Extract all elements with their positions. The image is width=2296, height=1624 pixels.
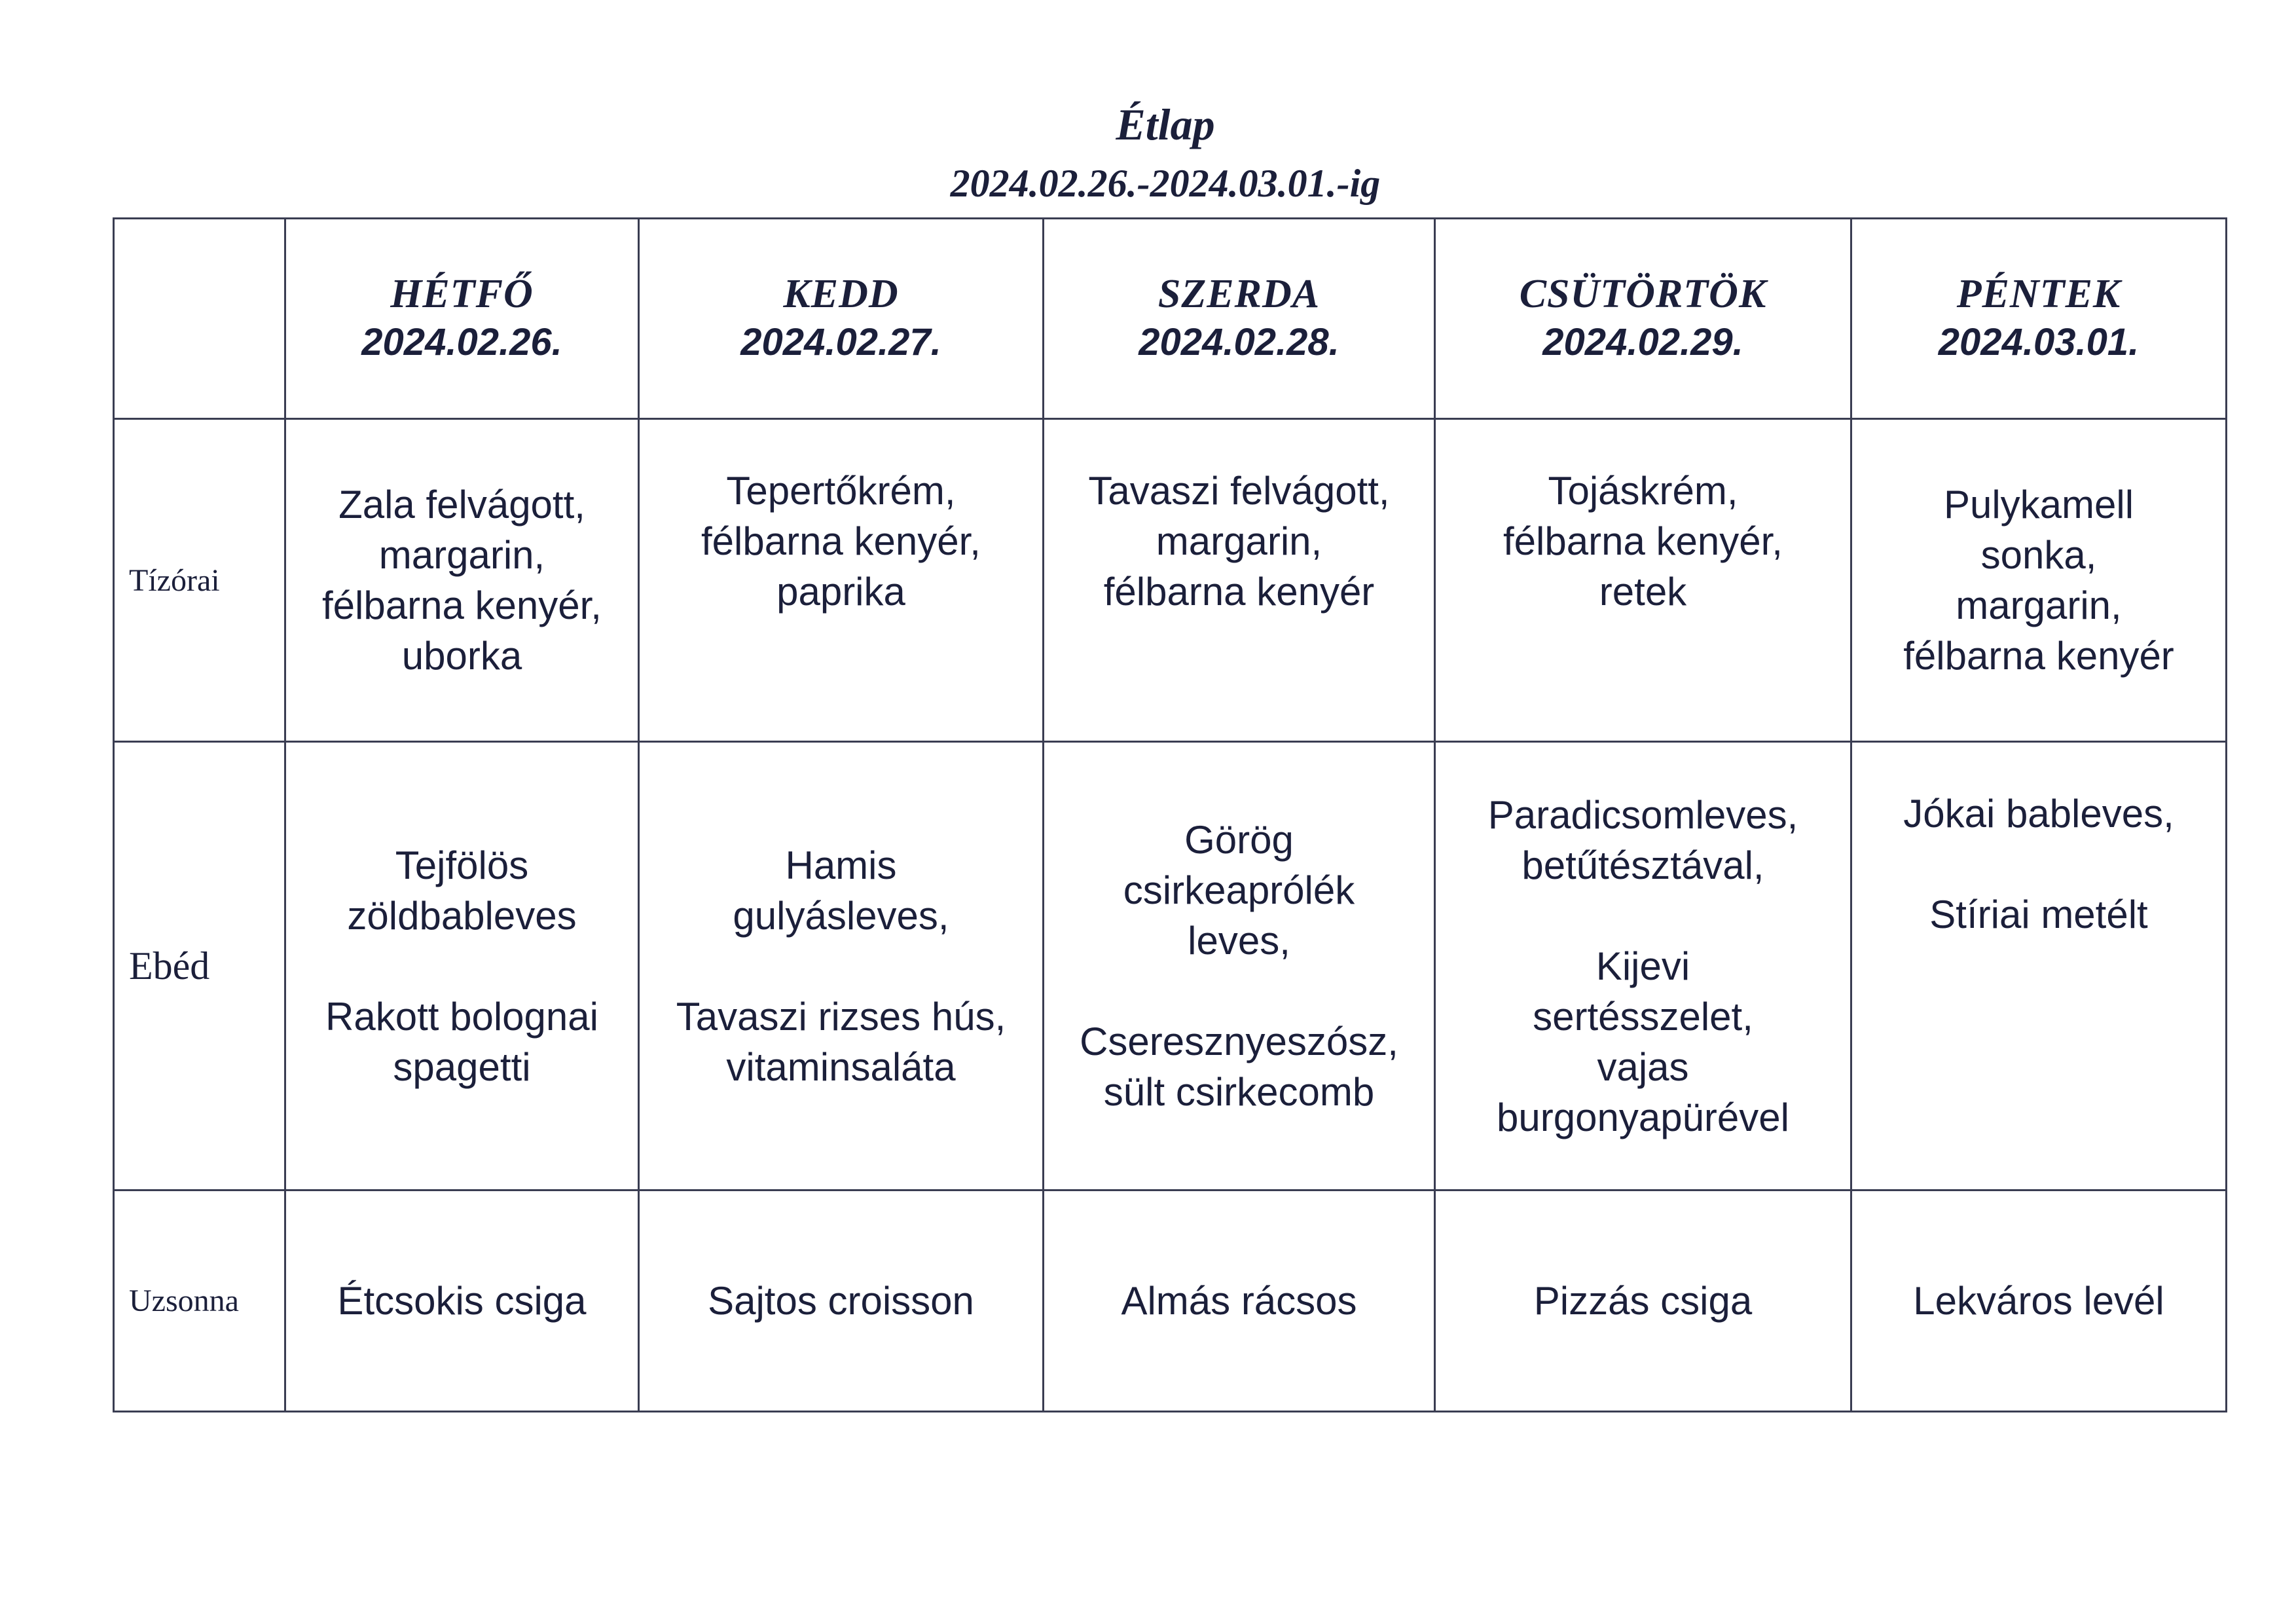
menu-cell-ebed-friday: Jókai bableves, Stíriai metélt: [1851, 742, 2227, 1190]
menu-cell-tizorai-friday: Pulykamell sonka, margarin, félbarna kenyér: [1851, 419, 2227, 742]
day-date: 2024.02.26.: [361, 320, 562, 363]
menu-cell-tizorai-wednesday: Tavaszi felvágott, margarin, félbarna kenyér: [1044, 419, 1435, 742]
page-title: Étlap: [1116, 100, 1215, 149]
document-header: [0, 98, 2296, 210]
day-name: HÉTFŐ: [390, 271, 534, 316]
day-header-tuesday: [639, 219, 1044, 419]
day-header-thursday: [1435, 219, 1851, 419]
row-label-uzsonna: Uzsonna: [114, 1190, 285, 1412]
menu-cell-uzsonna-monday: Étcsokis csiga: [285, 1190, 639, 1412]
day-name: CSÜTÖRTÖK: [1519, 271, 1767, 316]
day-header-friday: [1851, 219, 2227, 419]
ebed-row: [114, 742, 2227, 1190]
corner-cell: [114, 219, 285, 419]
uzsonna-row: [114, 1190, 2227, 1412]
header-row: [114, 219, 2227, 419]
day-header-wednesday: [1044, 219, 1435, 419]
menu-cell-tizorai-monday: Zala felvágott, margarin, félbarna kenyér, uborka: [285, 419, 639, 742]
menu-cell-uzsonna-wednesday: Almás rácsos: [1044, 1190, 1435, 1412]
menu-cell-ebed-wednesday: Görög csirkeaprólék leves, Cseresznyeszósz, sült csirkecomb: [1044, 742, 1435, 1190]
menu-cell-ebed-thursday: Paradicsomleves, betűtésztával, Kijevi sertésszelet, vajas burgonyapürével: [1435, 742, 1851, 1190]
weekly-menu-table: [113, 217, 2227, 1412]
tizorai-row: [114, 419, 2227, 742]
menu-cell-ebed-monday: Tejfölös zöldbableves Rakott bolognai spagetti: [285, 742, 639, 1190]
menu-cell-tizorai-tuesday: Tepertőkrém, félbarna kenyér, paprika: [639, 419, 1044, 742]
day-name: KEDD: [783, 271, 899, 316]
menu-cell-ebed-tuesday: Hamis gulyásleves, Tavaszi rizses hús, vitaminsaláta: [639, 742, 1044, 1190]
day-name: PÉNTEK: [1956, 271, 2121, 316]
row-label-ebed: Ebéd: [114, 742, 285, 1190]
menu-cell-uzsonna-thursday: Pizzás csiga: [1435, 1190, 1851, 1412]
day-date: 2024.02.28.: [1139, 320, 1339, 363]
menu-cell-uzsonna-tuesday: Sajtos croisson: [639, 1190, 1044, 1412]
menu-cell-uzsonna-friday: Lekváros levél: [1851, 1190, 2227, 1412]
day-date: 2024.02.29.: [1542, 320, 1743, 363]
day-name: SZERDA: [1157, 271, 1321, 316]
day-date: 2024.02.27.: [740, 320, 941, 363]
row-label-tizorai: Tízórai: [114, 419, 285, 742]
day-date: 2024.03.01.: [1938, 320, 2140, 363]
menu-cell-tizorai-thursday: Tojáskrém, félbarna kenyér, retek: [1435, 419, 1851, 742]
day-header-monday: [285, 219, 639, 419]
date-range-subtitle: 2024.02.26.-2024.03.01.-ig: [950, 162, 1381, 205]
